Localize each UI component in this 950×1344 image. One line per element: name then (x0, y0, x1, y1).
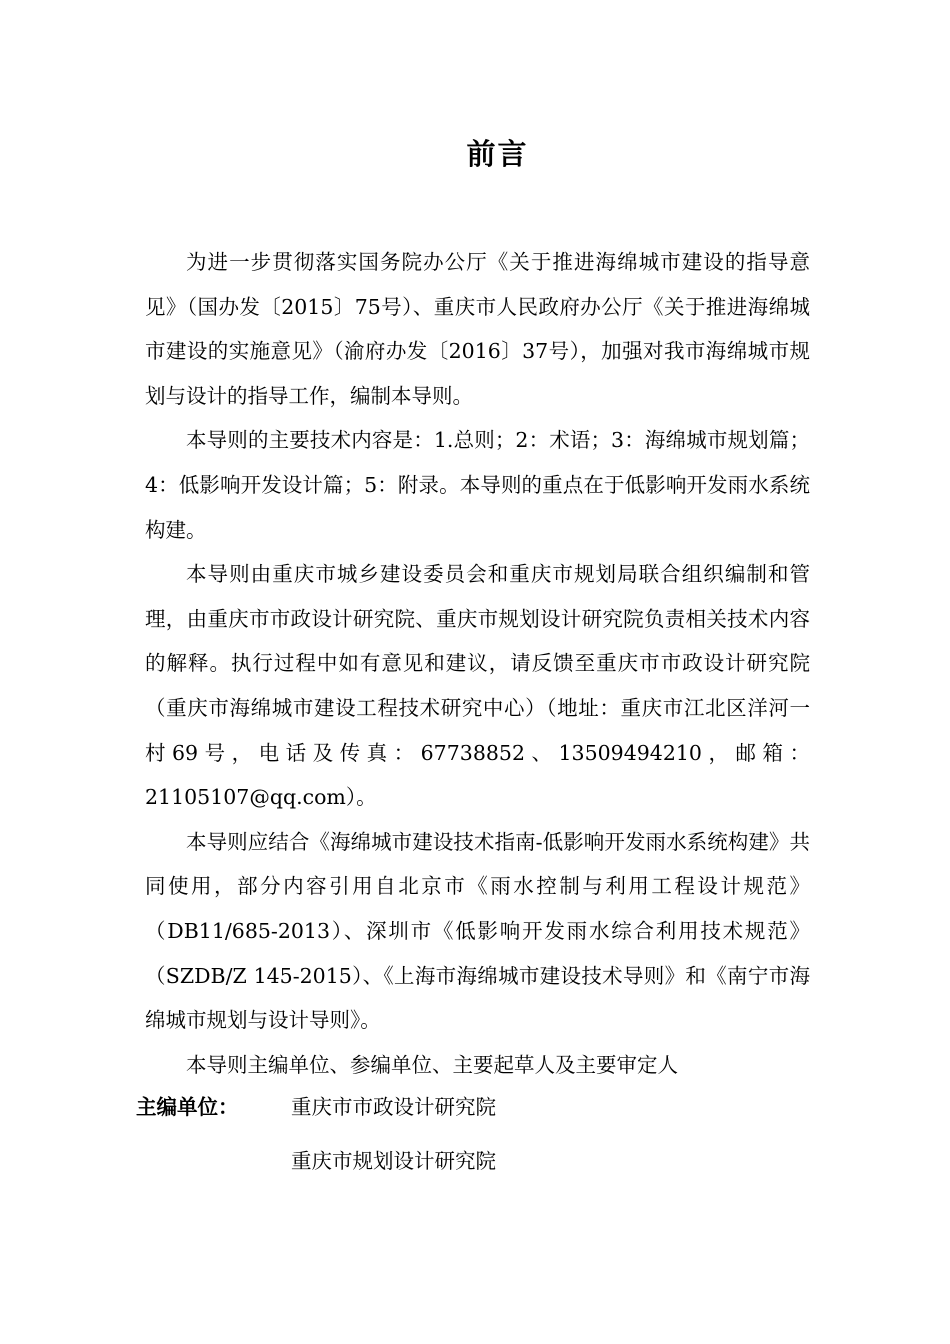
preface-body (145, 240, 810, 1087)
chief-unit-item: 重庆市市政设计研究院 (291, 1095, 496, 1119)
chief-unit-item: 重庆市规划设计研究院 (291, 1149, 496, 1173)
page-title: 前言 (466, 137, 529, 171)
paragraph-references: 本导则应结合《海绵城市建设技术指南-低影响开发雨水系统构建》共同使用，部分内容引用自北京市《雨水控制与利用工程设计规范》（DB11/685-2013）、深圳市《低影响开发雨水综合利用技术规范》（SZDB/Z 145-2015）、《上海市海绵城市建设技术导则》和《南宁市海绵城市规划与设计导则》。 (145, 829, 810, 1033)
paragraph-editors-intro: 本导则主编单位、参编单位、主要起草人及主要审定人 (186, 1052, 678, 1077)
paragraph-management: 本导则由重庆市城乡建设委员会和重庆市规划局联合组织编制和管理，由重庆市市政设计研究院、重庆市规划设计研究院负责相关技术内容的解释。执行过程中如有意见和建议，请反馈至重庆市市政设计研究院（重庆市海绵城市建设工程技术研究中心）（地址：重庆市江北区洋河一村69号，电话及传真：67738852、13509494210，邮箱：21105107@qq.com）。 (145, 562, 810, 810)
paragraph-contents: 本导则的主要技术内容是：1.总则；2：术语；3：海绵城市规划篇；4：低影响开发设计篇；5：附录。本导则的重点在于低影响开发雨水系统构建。 (145, 428, 810, 542)
paragraph-purpose: 为进一步贯彻落实国务院办公厅《关于推进海绵城市建设的指导意见》（国办发〔2015〕75号）、重庆市人民政府办公厅《关于推进海绵城市建设的实施意见》（渝府办发〔2016〕37号），加强对我市海绵城市规划与设计的指导工作，编制本导则。 (145, 250, 810, 408)
chief-units-label: 主编单位： (136, 1095, 239, 1119)
